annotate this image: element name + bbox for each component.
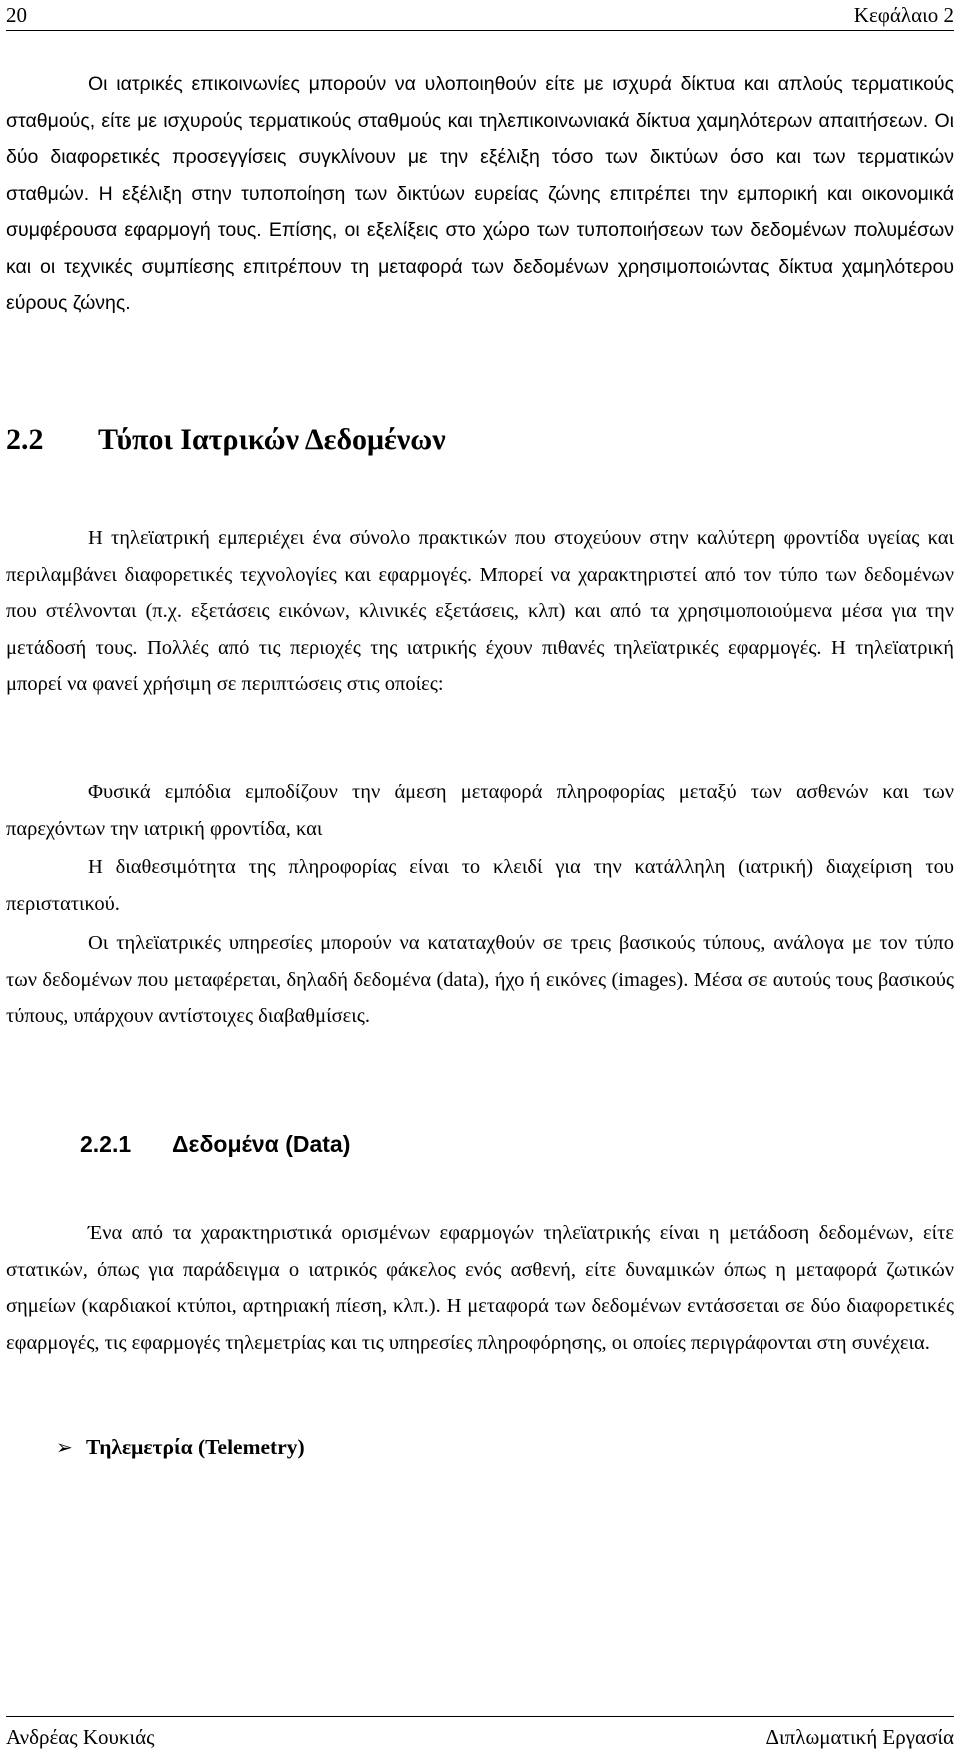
- chapter-label: Κεφάλαιο 2: [853, 3, 954, 27]
- condition-paragraph-2-block: [6, 849, 954, 922]
- telemetry-title: Τηλεμετρία (Telemetry): [86, 1435, 305, 1459]
- section-heading-2-2-1: [80, 1129, 350, 1159]
- page-header: [6, 0, 954, 31]
- intro-paragraph-block: [6, 66, 954, 322]
- page-footer: [6, 1716, 954, 1759]
- service-types-paragraph-block: [6, 925, 954, 1035]
- subsection-number: 2.2.1: [80, 1131, 132, 1157]
- section-number: 2.2: [6, 423, 44, 456]
- medical-data-paragraph-block: [6, 520, 954, 703]
- paragraph-data-transfer: Ένα από τα χαρακτηριστικά ορισμένων εφαρμογών τηλεϊατρικής είναι η μετάδοση δεδομένων, είτε στατικών, όπως για παράδειγμα ο ιατρικός φάκελος ενός ασθενή, είτε δυναμικών όπως η μεταφορά ζωτικών σημείων (καρδιακοί κτύποι, αρτηριακή πίεση, κλπ.). Η μεταφορά των δεδομένων εντάσσεται σε δύο διαφορετικές εφαρμογές, τις εφαρμογές τηλεμετρίας και τις υπηρεσίες πληροφόρησης, οι οποίες περιγράφονται στη συνέχεια.: [6, 1222, 954, 1354]
- author-name: Ανδρέας Κουκιάς: [6, 1725, 155, 1749]
- subsection-title: Δεδομένα (Data): [172, 1131, 351, 1157]
- page-number: 20: [6, 3, 27, 27]
- paragraph-telemedicine-overview: Η τηλεϊατρική εμπεριέχει ένα σύνολο πρακτικών που στοχεύουν στην καλύτερη φροντίδα υγείας και περιλαμβάνει διαφορετικές τεχνολογίες και εφαρμογές. Μπορεί να χαρακτηριστεί από τον τύπο των δεδομένων που στέλνονται (π.χ. εξετάσεις εικόνων, κλινικές εξετάσεις, κλπ) και από τα χρησιμοποιούμενα μέσα για την μετάδοσή τους. Πολλές από τις περιοχές της ιατρικής έχουν πιθανές τηλεϊατρικές εφαρμογές. Η τηλεϊατρική μπορεί να φανεί χρήσιμη σε περιπτώσεις στις οποίες:: [6, 527, 954, 695]
- data-paragraph-block: [6, 1215, 954, 1361]
- paragraph-condition-1: Φυσικά εμπόδια εμποδίζουν την άμεση μεταφορά πληροφορίας μεταξύ των ασθενών και των παρεχόντων την ιατρική φροντίδα, και: [6, 781, 954, 840]
- telemetry-bullet-heading: [56, 1432, 305, 1462]
- arrow-bullet-icon: ➢: [56, 1435, 73, 1459]
- condition-paragraph-1-block: [6, 774, 954, 847]
- section-heading-2-2: [6, 420, 446, 460]
- paragraph-service-types: Οι τηλεϊατρικές υπηρεσίες μπορούν να καταταχθούν σε τρεις βασικούς τύπους, ανάλογα με τον τύπο των δεδομένων που μεταφέρεται, δηλαδή δεδομένα (data), ήχο ή εικόνες (images). Μέσα σε αυτούς τους βασικούς τύπους, υπάρχουν αντίστοιχες διαβαθμίσεις.: [6, 932, 954, 1027]
- section-title: Τύποι Ιατρικών Δεδομένων: [98, 423, 446, 456]
- paragraph-intro: Οι ιατρικές επικοινωνίες μπορούν να υλοποιηθούν είτε με ισχυρά δίκτυα και απλούς τερματικούς σταθμούς, είτε με ισχυρούς τερματικούς σταθμούς και τηλεπικοινωνιακά δίκτυα χαμηλότερων απαιτήσεων. Οι δύο διαφορετικές προσεγγίσεις συγκλίνουν με την εξέλιξη τόσο των δικτύων όσο και των τερματικών σταθμών. Η εξέλιξη στην τυποποίηση των δικτύων ευρείας ζώνης επιτρέπει την εμπορική και οικονομικά συμφέρουσα εφαρμογή τους. Επίσης, οι εξελίξεις στο χώρο των τυποποιήσεων των δεδομένων πολυμέσων και οι τεχνικές συμπίεσης επιτρέπουν τη μεταφορά των δεδομένων χρησιμοποιώντας δίκτυα χαμηλότερου εύρους ζώνης.: [6, 73, 954, 314]
- document-type: Διπλωματική Εργασία: [765, 1725, 954, 1749]
- paragraph-condition-2: Η διαθεσιμότητα της πληροφορίας είναι το κλειδί για την κατάλληλη (ιατρική) διαχείριση του περιστατικού.: [6, 856, 954, 915]
